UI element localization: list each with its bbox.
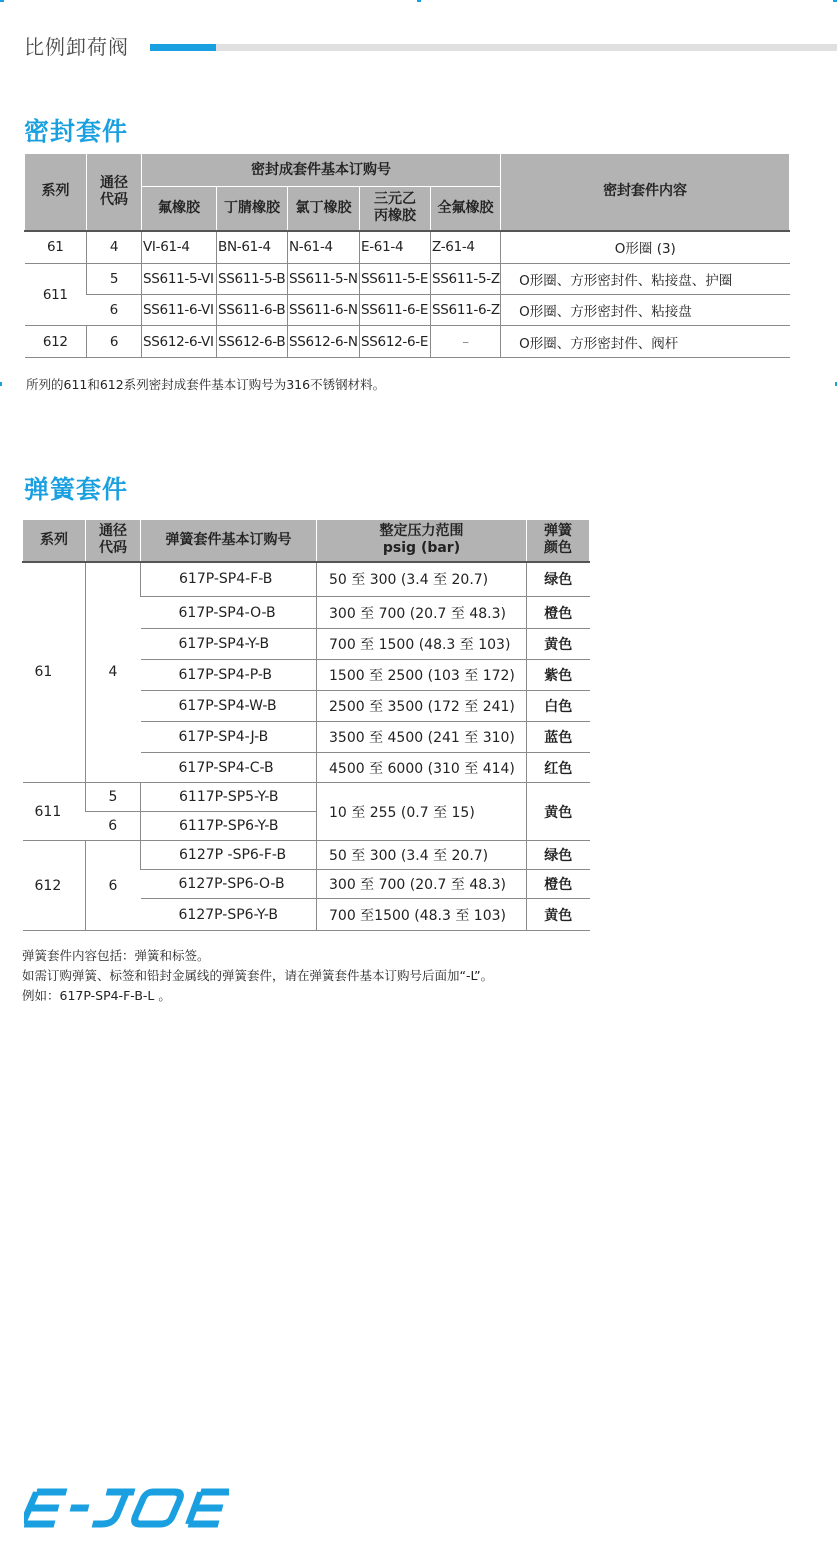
spring-cell-order-no: 6117P-SP5-Y-B bbox=[141, 783, 317, 812]
seal-cell-part: E-61-4 bbox=[360, 231, 431, 264]
spring-cell-order-no: 617P-SP4-F-B bbox=[141, 562, 317, 597]
spring-cell-order-no: 617P-SP4-C-B bbox=[141, 753, 317, 783]
spring-cell-code: 5 bbox=[86, 783, 141, 812]
seal-header-series: 系列 bbox=[25, 154, 87, 231]
seal-cell-series: 611 bbox=[25, 264, 87, 326]
spring-cell-pressure: 2500 至 3500 (172 至 241) bbox=[317, 691, 527, 722]
seal-header-material: 丁腈橡胶 bbox=[217, 187, 288, 231]
spring-kit-table bbox=[22, 519, 590, 931]
spring-cell-pressure: 50 至 300 (3.4 至 20.7) bbox=[317, 841, 527, 870]
spring-cell-pressure: 300 至 700 (20.7 至 48.3) bbox=[317, 870, 527, 899]
seal-cell-part: SS612-6-N bbox=[288, 326, 360, 358]
spring-header-color: 弹簧 颜色 bbox=[527, 520, 590, 562]
spring-cell-pressure: 1500 至 2500 (103 至 172) bbox=[317, 660, 527, 691]
table-row bbox=[25, 295, 790, 326]
seal-cell-series: 612 bbox=[25, 326, 87, 358]
seal-cell-part: SS612-6-E bbox=[360, 326, 431, 358]
table-row bbox=[23, 562, 590, 597]
page-title: 比例卸荷阀 bbox=[24, 35, 129, 59]
seal-header-material: 三元乙 丙橡胶 bbox=[360, 187, 431, 231]
spring-cell-order-no: 617P-SP4-W-B bbox=[141, 691, 317, 722]
top-left-edge-mark bbox=[0, 0, 4, 2]
seal-cell-content: O形圈、方形密封件、阀杆 bbox=[501, 326, 790, 358]
spring-cell-order-no: 6127P -SP6-F-B bbox=[141, 841, 317, 870]
spring-cell-color: 黄色 bbox=[527, 899, 590, 931]
table-row bbox=[25, 264, 790, 295]
spring-cell-pressure: 50 至 300 (3.4 至 20.7) bbox=[317, 562, 527, 597]
seal-cell-part: SS611-6-Z bbox=[431, 295, 501, 326]
spring-cell-order-no: 617P-SP4-P-B bbox=[141, 660, 317, 691]
spring-cell-pressure: 300 至 700 (20.7 至 48.3) bbox=[317, 597, 527, 629]
spring-cell-color: 黄色 bbox=[527, 629, 590, 660]
company-logo bbox=[24, 1486, 229, 1534]
spring-cell-pressure: 700 至 1500 (48.3 至 103) bbox=[317, 629, 527, 660]
spring-cell-series: 61 bbox=[23, 562, 86, 783]
spring-cell-series: 612 bbox=[23, 841, 86, 931]
table-row bbox=[23, 841, 590, 870]
seal-header-material: 氯丁橡胶 bbox=[288, 187, 360, 231]
seal-kit-title: 密封套件 bbox=[24, 117, 129, 146]
spring-cell-order-no: 617P-SP4-Y-B bbox=[141, 629, 317, 660]
seal-cell-code: 6 bbox=[87, 295, 142, 326]
spring-cell-order-no: 6117P-SP6-Y-B bbox=[141, 812, 317, 841]
spring-cell-color: 白色 bbox=[527, 691, 590, 722]
seal-cell-part: SS611-6-N bbox=[288, 295, 360, 326]
seal-cell-content: O形圈、方形密封件、粘接盘、护圈 bbox=[501, 264, 790, 295]
seal-cell-code: 5 bbox=[87, 264, 142, 295]
spring-kit-note: 弹簧套件内容包括：弹簧和标签。 bbox=[22, 948, 210, 963]
spring-cell-pressure: 700 至1500 (48.3 至 103) bbox=[317, 899, 527, 931]
spring-cell-color: 红色 bbox=[527, 753, 590, 783]
table-row bbox=[25, 231, 790, 264]
seal-cell-part: SS611-5-Z bbox=[431, 264, 501, 295]
spring-cell-color: 橙色 bbox=[527, 597, 590, 629]
left-edge-mark bbox=[0, 382, 2, 386]
top-center-edge-mark bbox=[417, 0, 421, 2]
spring-cell-color: 蓝色 bbox=[527, 722, 590, 753]
spring-cell-series: 611 bbox=[23, 783, 86, 841]
spring-cell-order-no: 617P-SP4-O-B bbox=[141, 597, 317, 629]
seal-cell-part: SS611-6-E bbox=[360, 295, 431, 326]
spring-cell-color: 绿色 bbox=[527, 562, 590, 597]
seal-header-bore-code: 通径 代码 bbox=[87, 154, 142, 231]
seal-cell-part: SS611-6-B bbox=[217, 295, 288, 326]
spring-cell-color: 橙色 bbox=[527, 870, 590, 899]
spring-kit-note: 例如：617P-SP4-F-B-L 。 bbox=[22, 988, 171, 1003]
spring-header-pressure: 整定压力范围 psig (bar) bbox=[317, 520, 527, 562]
seal-cell-part: Z-61-4 bbox=[431, 231, 501, 264]
seal-header-content: 密封套件内容 bbox=[501, 154, 790, 231]
seal-cell-part: SS612-6-B bbox=[217, 326, 288, 358]
seal-cell-content: O形圈、方形密封件、粘接盘 bbox=[501, 295, 790, 326]
spring-cell-code: 4 bbox=[86, 562, 141, 783]
e-joe-logo-icon bbox=[24, 1486, 229, 1534]
spring-cell-code: 6 bbox=[86, 812, 141, 841]
seal-header-material: 全氟橡胶 bbox=[431, 187, 501, 231]
spring-header-bore-code: 通径 代码 bbox=[86, 520, 141, 562]
spring-cell-order-no: 617P-SP4-J-B bbox=[141, 722, 317, 753]
seal-cell-part: SS611-6-VI bbox=[142, 295, 217, 326]
seal-cell-part: VI-61-4 bbox=[142, 231, 217, 264]
seal-cell-series: 61 bbox=[25, 231, 87, 264]
spring-kit-note: 如需订购弹簧、标签和铅封金属线的弹簧套件，请在弹簧套件基本订购号后面加“-L”。 bbox=[22, 968, 494, 983]
seal-header-material: 氟橡胶 bbox=[142, 187, 217, 231]
seal-kit-table bbox=[24, 153, 790, 358]
spring-cell-color: 黄色 bbox=[527, 783, 590, 841]
seal-cell-code: 6 bbox=[87, 326, 142, 358]
spring-cell-code: 6 bbox=[86, 841, 141, 931]
spring-kit-title: 弹簧套件 bbox=[24, 475, 129, 504]
seal-cell-part: SS611-5-N bbox=[288, 264, 360, 295]
spring-cell-pressure: 4500 至 6000 (310 至 414) bbox=[317, 753, 527, 783]
seal-cell-part: BN-61-4 bbox=[217, 231, 288, 264]
spring-cell-pressure: 10 至 255 (0.7 至 15) bbox=[317, 783, 527, 841]
table-row bbox=[23, 783, 590, 812]
seal-cell-part: SS611-5-E bbox=[360, 264, 431, 295]
seal-header-order-group: 密封成套件基本订购号 bbox=[142, 154, 501, 187]
table-row bbox=[25, 326, 790, 358]
spring-cell-order-no: 6127P-SP6-O-B bbox=[141, 870, 317, 899]
spring-header-order-no: 弹簧套件基本订购号 bbox=[141, 520, 317, 562]
header-bar-accent bbox=[150, 44, 216, 51]
seal-kit-note: 所列的611和612系列密封成套件基本订购号为316不锈钢材料。 bbox=[26, 377, 386, 392]
seal-cell-part: – bbox=[431, 326, 501, 358]
spring-header-series: 系列 bbox=[23, 520, 86, 562]
spring-cell-pressure: 3500 至 4500 (241 至 310) bbox=[317, 722, 527, 753]
seal-cell-part: SS612-6-VI bbox=[142, 326, 217, 358]
spring-cell-order-no: 6127P-SP6-Y-B bbox=[141, 899, 317, 931]
seal-cell-part: N-61-4 bbox=[288, 231, 360, 264]
seal-cell-code: 4 bbox=[87, 231, 142, 264]
spring-cell-color: 绿色 bbox=[527, 841, 590, 870]
seal-cell-part: SS611-5-VI bbox=[142, 264, 217, 295]
seal-cell-content: O形圈 (3) bbox=[501, 231, 790, 264]
header-bar-track bbox=[216, 44, 837, 51]
spring-cell-color: 紫色 bbox=[527, 660, 590, 691]
top-right-edge-mark bbox=[833, 0, 837, 2]
seal-cell-part: SS611-5-B bbox=[217, 264, 288, 295]
page-header bbox=[24, 33, 837, 63]
